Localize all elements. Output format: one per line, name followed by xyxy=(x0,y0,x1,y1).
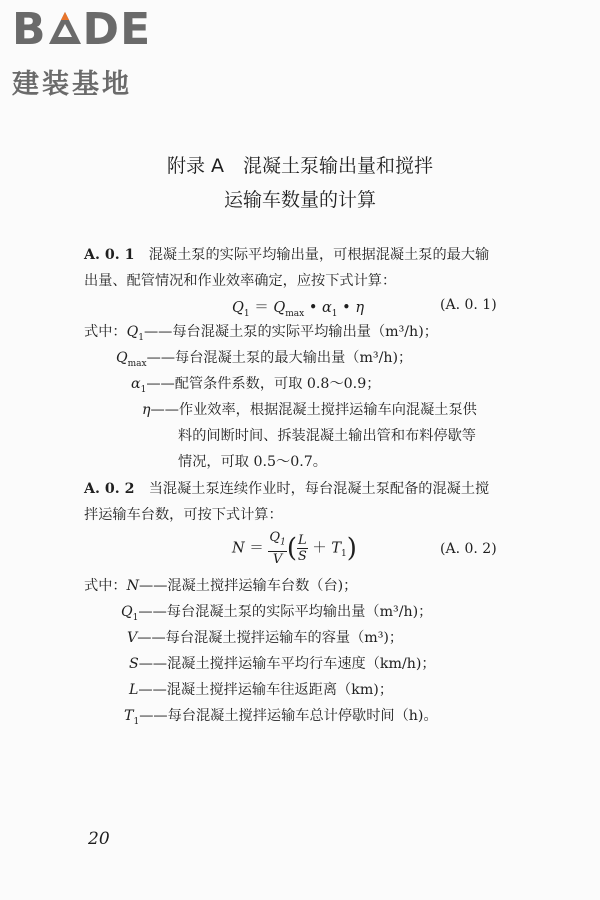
def-q1-a01: 式中：$Q_1——$每台混凝土泵的实际平均输出量（m³/h)； xyxy=(84,324,438,343)
def-alpha1: $\alpha_1——$配管条件系数，可取 0.8～0.9； xyxy=(131,376,381,395)
logo xyxy=(12,5,151,55)
def-eta-cont1: 料的间断时间、拆装混凝土输出管和布料停歇等 xyxy=(178,428,476,444)
equation-a02-number: (A. 0. 2) xyxy=(440,541,497,557)
logo-triangle-icon xyxy=(48,10,82,46)
equation-a02: N ＝ $\frac{Q_1}{V}$ ( $\frac{L}{S}$ ＋ $T_1$) xyxy=(232,530,357,567)
logo-text-right: DE xyxy=(82,4,152,55)
clause-a01-label: A. 0. 1 xyxy=(84,247,135,263)
def-n: 式中：N——混凝土搅拌运输车台数（台)； xyxy=(84,578,358,594)
def-s: S——混凝土搅拌运输车平均行车速度（km/h)； xyxy=(129,656,436,672)
equation-a01-number: (A. 0. 1) xyxy=(440,297,497,313)
def-t1: $T_1——$每台混凝土搅拌运输车总计停歇时间（h)。 xyxy=(124,708,438,727)
logo-subtitle: 建装基地 xyxy=(12,69,132,100)
def-q1-a02: $Q_1——$每台混凝土泵的实际平均输出量（m³/h)； xyxy=(121,604,433,623)
def-l: L——混凝土搅拌运输车往返距离（km)； xyxy=(129,682,394,698)
equation-a01: $Q_1 = Q_{max}$ • $\alpha_1$ • η xyxy=(232,300,364,319)
clause-a02-label: A. 0. 2 xyxy=(84,481,135,497)
clause-a01-line2: 出量、配管情况和作业效率确定，应按下式计算： xyxy=(84,273,397,289)
def-qmax: $Q_{max}——$每台混凝土泵的最大输出量（m³/h)； xyxy=(116,350,413,369)
appendix-title-line1: 附录 A 混凝土泵输出量和搅拌 xyxy=(166,155,434,177)
def-eta-cont2: 情况，可取 0.5～0.7。 xyxy=(178,454,327,470)
clause-a02-line1: A. 0. 2 当混凝土泵连续作业时，每台混凝土泵配备的混凝土搅 xyxy=(84,481,490,497)
def-eta: η——作业效率，根据混凝土搅拌运输车向混凝土泵供 xyxy=(142,402,477,418)
clause-a02-line2: 拌运输车台数，可按下式计算： xyxy=(84,507,283,523)
page-number: 20 xyxy=(88,829,110,849)
appendix-title-line2: 运输车数量的计算 xyxy=(223,189,376,211)
def-v: V——每台混凝土搅拌运输车的容量（m³)； xyxy=(127,630,404,646)
clause-a01-line1: A. 0. 1 混凝土泵的实际平均输出量，可根据混凝土泵的最大输 xyxy=(84,247,490,263)
logo-text-left: B xyxy=(12,4,47,55)
